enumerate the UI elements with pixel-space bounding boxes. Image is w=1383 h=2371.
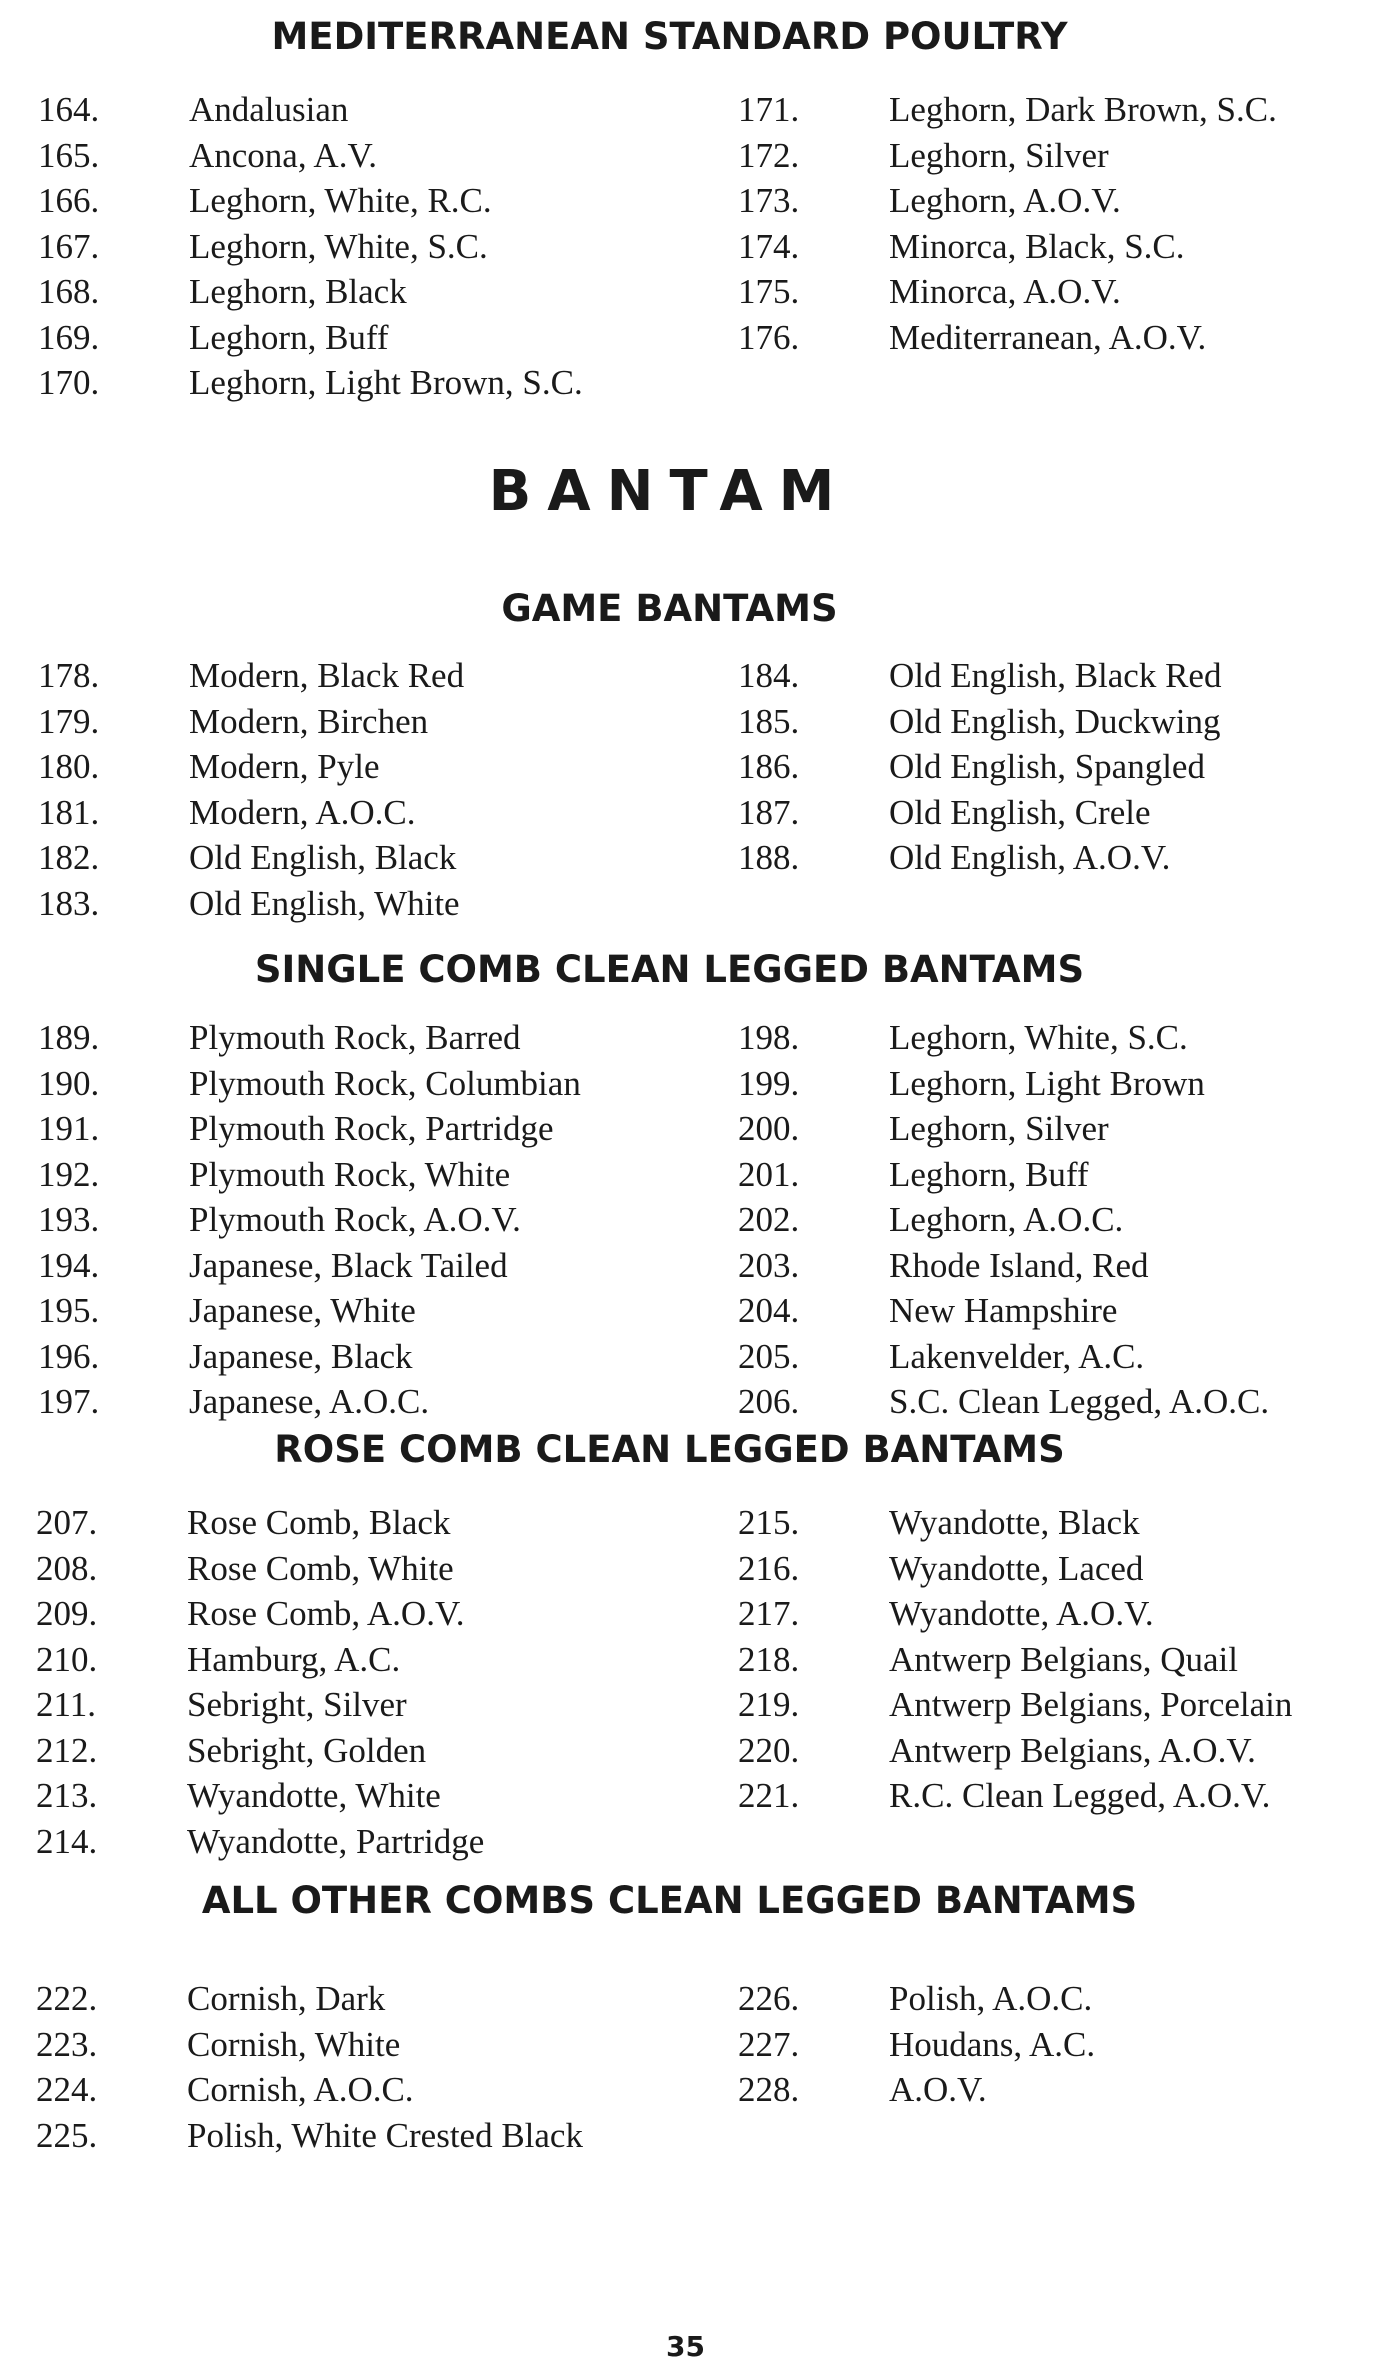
class-number: 207. — [36, 1503, 98, 1542]
class-number: 219. — [738, 1685, 800, 1724]
breed-name: Wyandotte, A.O.V. — [889, 1594, 1154, 1633]
class-number: 170. — [38, 363, 100, 402]
breed-name: Leghorn, Dark Brown, S.C. — [889, 90, 1277, 129]
class-number: 188. — [738, 838, 800, 877]
class-number: 220. — [738, 1730, 800, 1770]
breed-name: Leghorn, Light Brown, S.C. — [189, 363, 583, 402]
breed-name: Plymouth Rock, White — [189, 1154, 511, 1194]
breed-name: Old English, White — [189, 883, 460, 923]
class-number: 189. — [38, 1018, 100, 1057]
class-number: 165. — [38, 135, 100, 175]
class-number: 206. — [738, 1382, 800, 1421]
class-number: 202. — [738, 1200, 800, 1239]
breed-name: Old English, Duckwing — [889, 701, 1221, 741]
class-number: 196. — [38, 1336, 100, 1376]
breed-name: A.O.V. — [889, 2070, 987, 2109]
heading-single-comb-clean-legged-bantams: SINGLE COMB CLEAN LEGGED BANTAMS — [254, 948, 1085, 991]
class-number: 204. — [738, 1291, 800, 1330]
class-number: 214. — [36, 1821, 98, 1861]
breed-name: Wyandotte, Black — [889, 1503, 1140, 1542]
breed-name: Leghorn, White, S.C. — [189, 226, 488, 266]
class-number: 222. — [36, 1979, 98, 2018]
class-number: 194. — [38, 1245, 100, 1285]
breed-name: Antwerp Belgians, Quail — [889, 1639, 1238, 1679]
class-number: 208. — [36, 1548, 98, 1588]
breed-name: Polish, White Crested Black — [187, 2115, 583, 2155]
class-number: 223. — [36, 2024, 98, 2064]
breed-name: Rose Comb, Black — [187, 1503, 451, 1542]
breed-name: Plymouth Rock, Columbian — [189, 1063, 581, 1103]
breed-name: Rose Comb, A.O.V. — [187, 1594, 465, 1633]
breed-name: Old English, Spangled — [889, 747, 1205, 786]
class-number: 181. — [38, 792, 100, 832]
breed-name: Houdans, A.C. — [889, 2024, 1096, 2064]
breed-name: Plymouth Rock, Partridge — [189, 1109, 554, 1148]
breed-name: Minorca, Black, S.C. — [889, 226, 1185, 266]
class-number: 201. — [738, 1154, 800, 1194]
class-number: 190. — [38, 1063, 100, 1103]
class-number: 167. — [38, 226, 100, 266]
heading-game-bantams: GAME BANTAMS — [501, 587, 838, 630]
breed-name: Minorca, A.O.V. — [889, 272, 1121, 311]
class-number: 199. — [738, 1063, 800, 1103]
class-number: 172. — [738, 135, 800, 175]
class-number: 217. — [738, 1594, 800, 1633]
class-number: 195. — [38, 1291, 100, 1330]
class-number: 209. — [36, 1594, 98, 1633]
breed-name: Lakenvelder, A.C. — [889, 1336, 1145, 1376]
breed-name: Japanese, Black Tailed — [189, 1245, 508, 1285]
breed-name: Old English, A.O.V. — [889, 838, 1171, 877]
class-number: 213. — [36, 1776, 98, 1815]
breed-name: Leghorn, Light Brown — [889, 1063, 1205, 1103]
class-number: 205. — [738, 1336, 800, 1376]
class-number: 203. — [738, 1245, 800, 1285]
breed-name: Wyandotte, White — [187, 1776, 441, 1815]
heading-rose-comb-clean-legged-bantams: ROSE COMB CLEAN LEGGED BANTAMS — [274, 1428, 1065, 1471]
class-number: 182. — [38, 838, 100, 877]
class-number: 180. — [38, 747, 100, 786]
class-number: 215. — [738, 1503, 800, 1542]
breed-name: Rhode Island, Red — [889, 1245, 1149, 1285]
class-number: 225. — [36, 2115, 98, 2155]
breed-name: Sebright, Golden — [187, 1730, 427, 1770]
breed-name: Japanese, A.O.C. — [189, 1382, 430, 1421]
class-number: 187. — [738, 792, 800, 832]
breed-name: Leghorn, White, S.C. — [889, 1018, 1188, 1057]
breed-name: Leghorn, Silver — [889, 135, 1109, 175]
breed-name: Sebright, Silver — [187, 1685, 407, 1724]
breed-name: Ancona, A.V. — [189, 135, 377, 175]
class-number: 171. — [738, 90, 800, 129]
breed-name: Leghorn, White, R.C. — [189, 181, 492, 220]
breed-name: Modern, Black Red — [189, 656, 465, 695]
heading-bantam: BANTAM — [488, 459, 851, 524]
class-number: 192. — [38, 1154, 100, 1194]
breed-name: Leghorn, A.O.V. — [889, 181, 1121, 220]
breed-name: Old English, Crele — [889, 792, 1151, 832]
heading-mediterranean-standard-poultry: MEDITERRANEAN STANDARD POULTRY — [271, 15, 1068, 58]
breed-name: Plymouth Rock, A.O.V. — [189, 1200, 521, 1239]
breed-name: Old English, Black Red — [889, 656, 1222, 695]
breed-name: Plymouth Rock, Barred — [189, 1018, 521, 1057]
class-number: 197. — [38, 1382, 100, 1421]
page-number: 35 — [666, 2330, 705, 2363]
breed-name: New Hampshire — [889, 1291, 1118, 1330]
class-number: 173. — [738, 181, 800, 220]
class-number: 200. — [738, 1109, 800, 1148]
breed-name: Cornish, Dark — [187, 1979, 386, 2018]
breed-name: Cornish, A.O.C. — [187, 2070, 414, 2109]
breed-name: Japanese, White — [189, 1291, 416, 1330]
breed-name: Modern, Birchen — [189, 701, 429, 741]
breed-name: Modern, Pyle — [189, 747, 380, 786]
class-number: 183. — [38, 883, 100, 923]
class-number: 175. — [738, 272, 800, 311]
breed-name: Leghorn, A.O.C. — [889, 1200, 1124, 1239]
class-number: 216. — [738, 1548, 800, 1588]
breed-name: Wyandotte, Partridge — [187, 1821, 485, 1861]
breed-name: R.C. Clean Legged, A.O.V. — [889, 1776, 1271, 1815]
breed-name: Hamburg, A.C. — [187, 1639, 401, 1679]
heading-all-other-combs-clean-legged-bantams: ALL OTHER COMBS CLEAN LEGGED BANTAMS — [201, 1879, 1138, 1922]
class-number: 178. — [38, 656, 100, 695]
breed-name: Old English, Black — [189, 838, 457, 877]
class-number: 174. — [738, 226, 800, 266]
class-number: 164. — [38, 90, 100, 129]
class-number: 218. — [738, 1639, 800, 1679]
breed-name: S.C. Clean Legged, A.O.C. — [889, 1382, 1270, 1421]
breed-name: Cornish, White — [187, 2024, 401, 2064]
class-number: 224. — [36, 2070, 98, 2109]
class-number: 191. — [38, 1109, 100, 1148]
class-number: 193. — [38, 1200, 100, 1239]
breed-name: Polish, A.O.C. — [889, 1979, 1093, 2018]
breed-name: Modern, A.O.C. — [189, 792, 416, 832]
class-number: 169. — [38, 317, 100, 357]
class-number: 198. — [738, 1018, 800, 1057]
class-number: 166. — [38, 181, 100, 220]
class-number: 228. — [738, 2070, 800, 2109]
class-number: 186. — [738, 747, 800, 786]
breed-name: Leghorn, Black — [189, 272, 407, 311]
breed-name: Rose Comb, White — [187, 1548, 454, 1588]
breed-name: Antwerp Belgians, A.O.V. — [889, 1730, 1256, 1770]
breed-name: Leghorn, Silver — [889, 1109, 1109, 1148]
breed-name: Antwerp Belgians, Porcelain — [889, 1685, 1293, 1724]
class-number: 212. — [36, 1730, 98, 1770]
class-number: 176. — [738, 317, 800, 357]
class-number: 211. — [36, 1685, 96, 1724]
class-number: 226. — [738, 1979, 800, 2018]
class-number: 221. — [738, 1776, 800, 1815]
class-number: 184. — [738, 656, 800, 695]
breed-name: Wyandotte, Laced — [889, 1548, 1144, 1588]
class-number: 227. — [738, 2024, 800, 2064]
breed-name: Leghorn, Buff — [889, 1154, 1089, 1194]
class-number: 168. — [38, 272, 100, 311]
class-number: 210. — [36, 1639, 98, 1679]
breed-name: Leghorn, Buff — [189, 317, 389, 357]
breed-name: Mediterranean, A.O.V. — [889, 317, 1207, 357]
breed-name: Andalusian — [189, 90, 349, 129]
breed-name: Japanese, Black — [189, 1336, 413, 1376]
class-number: 185. — [738, 701, 800, 741]
class-number: 179. — [38, 701, 100, 741]
